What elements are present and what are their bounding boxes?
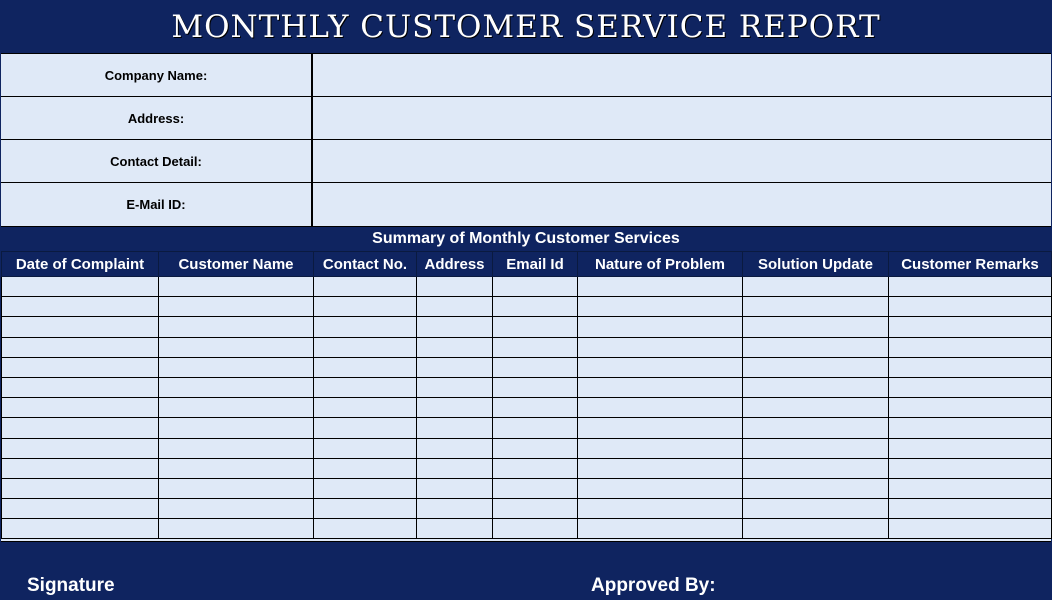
table-cell[interactable] xyxy=(314,478,417,498)
table-row xyxy=(2,398,1052,418)
table-cell[interactable] xyxy=(2,398,159,418)
table-cell[interactable] xyxy=(2,337,159,357)
table-cell[interactable] xyxy=(493,499,578,519)
table-cell[interactable] xyxy=(889,478,1052,498)
table-cell[interactable] xyxy=(578,438,743,458)
table-cell[interactable] xyxy=(314,297,417,317)
company-name-row xyxy=(1,54,1051,97)
summary-header xyxy=(1,226,1051,251)
table-cell[interactable] xyxy=(578,297,743,317)
table-cell[interactable] xyxy=(743,418,889,438)
table-cell[interactable] xyxy=(743,297,889,317)
table-cell[interactable] xyxy=(493,458,578,478)
table-row xyxy=(2,438,1052,458)
table-row xyxy=(2,519,1052,539)
table-cell[interactable] xyxy=(2,519,159,539)
table-cell[interactable] xyxy=(417,478,493,498)
table-cell[interactable] xyxy=(493,478,578,498)
table-cell[interactable] xyxy=(314,317,417,337)
table-cell[interactable] xyxy=(889,297,1052,317)
table-cell[interactable] xyxy=(159,377,314,397)
signature-label: Signature xyxy=(27,575,115,596)
table-cell[interactable] xyxy=(2,297,159,317)
table-cell[interactable] xyxy=(493,438,578,458)
table-row xyxy=(2,377,1052,397)
table-cell[interactable] xyxy=(314,418,417,438)
table-cell[interactable] xyxy=(314,519,417,539)
table-cell[interactable] xyxy=(578,499,743,519)
table-cell[interactable] xyxy=(743,458,889,478)
table-cell[interactable] xyxy=(493,418,578,438)
table-cell[interactable] xyxy=(889,357,1052,377)
table-row xyxy=(2,478,1052,498)
table-cell[interactable] xyxy=(743,398,889,418)
table-cell[interactable] xyxy=(578,377,743,397)
company-name-label: Company Name: xyxy=(1,54,313,96)
address-field[interactable] xyxy=(313,97,1051,139)
table-cell[interactable] xyxy=(2,357,159,377)
table-cell[interactable] xyxy=(417,519,493,539)
footer-bar xyxy=(1,541,1051,600)
table-cell[interactable] xyxy=(314,337,417,357)
table-cell[interactable] xyxy=(889,377,1052,397)
table-cell[interactable] xyxy=(2,438,159,458)
table-cell[interactable] xyxy=(314,357,417,377)
table-cell[interactable] xyxy=(743,438,889,458)
table-cell[interactable] xyxy=(889,317,1052,337)
table-cell[interactable] xyxy=(159,418,314,438)
table-cell[interactable] xyxy=(159,478,314,498)
column-header-date: Date of Complaint xyxy=(2,252,159,277)
table-row xyxy=(2,458,1052,478)
table-cell[interactable] xyxy=(743,519,889,539)
table-cell[interactable] xyxy=(314,377,417,397)
table-cell[interactable] xyxy=(578,478,743,498)
table-cell[interactable] xyxy=(493,337,578,357)
contact-detail-field[interactable] xyxy=(313,140,1051,182)
table-cell[interactable] xyxy=(743,337,889,357)
table-cell[interactable] xyxy=(417,337,493,357)
table-cell[interactable] xyxy=(493,377,578,397)
column-header-nature-of-problem: Nature of Problem xyxy=(578,252,743,277)
address-row xyxy=(1,97,1051,140)
table-cell[interactable] xyxy=(417,277,493,297)
table-row xyxy=(2,277,1052,297)
contact-detail-label: Contact Detail: xyxy=(1,140,313,182)
table-cell[interactable] xyxy=(417,297,493,317)
table-row xyxy=(2,337,1052,357)
table-cell[interactable] xyxy=(743,499,889,519)
table-cell[interactable] xyxy=(578,317,743,337)
table-body xyxy=(2,277,1052,539)
table-cell[interactable] xyxy=(159,458,314,478)
table-cell[interactable] xyxy=(314,458,417,478)
company-name-field[interactable] xyxy=(313,54,1051,96)
report-title: MONTHLY CUSTOMER SERVICE REPORT xyxy=(171,9,881,45)
table-cell[interactable] xyxy=(493,317,578,337)
table-row xyxy=(2,317,1052,337)
table-cell[interactable] xyxy=(889,277,1052,297)
table-cell[interactable] xyxy=(2,478,159,498)
table-row xyxy=(2,418,1052,438)
table-cell[interactable] xyxy=(159,499,314,519)
column-header-contact-no: Contact No. xyxy=(314,252,417,277)
table-cell[interactable] xyxy=(417,357,493,377)
table-cell[interactable] xyxy=(417,499,493,519)
table-cell[interactable] xyxy=(417,438,493,458)
service-table xyxy=(1,251,1052,539)
approved-by-label: Approved By: xyxy=(591,575,716,596)
table-cell[interactable] xyxy=(889,337,1052,357)
table-cell[interactable] xyxy=(493,398,578,418)
table-cell[interactable] xyxy=(493,277,578,297)
table-cell[interactable] xyxy=(159,337,314,357)
column-header-solution-update: Solution Update xyxy=(743,252,889,277)
table-cell[interactable] xyxy=(889,398,1052,418)
column-header-customer-remarks: Customer Remarks xyxy=(889,252,1052,277)
table-cell[interactable] xyxy=(2,277,159,297)
table-cell[interactable] xyxy=(578,519,743,539)
table-cell[interactable] xyxy=(578,418,743,438)
table-cell[interactable] xyxy=(2,499,159,519)
table-cell[interactable] xyxy=(493,297,578,317)
column-header-customer-name: Customer Name xyxy=(159,252,314,277)
table-cell[interactable] xyxy=(314,277,417,297)
contact-detail-row xyxy=(1,140,1051,183)
table-cell[interactable] xyxy=(159,317,314,337)
table-cell[interactable] xyxy=(493,519,578,539)
table-cell[interactable] xyxy=(314,398,417,418)
table-cell[interactable] xyxy=(578,277,743,297)
email-field[interactable] xyxy=(313,183,1051,226)
table-cell[interactable] xyxy=(889,499,1052,519)
table-cell[interactable] xyxy=(159,519,314,539)
table-cell[interactable] xyxy=(314,499,417,519)
table-cell[interactable] xyxy=(889,418,1052,438)
column-header-email: Email Id xyxy=(493,252,578,277)
table-cell[interactable] xyxy=(889,458,1052,478)
table-cell[interactable] xyxy=(743,377,889,397)
table-cell[interactable] xyxy=(493,357,578,377)
table-cell[interactable] xyxy=(578,337,743,357)
table-cell[interactable] xyxy=(159,277,314,297)
title-bar xyxy=(1,1,1051,54)
table-cell[interactable] xyxy=(578,357,743,377)
table-cell[interactable] xyxy=(417,377,493,397)
table-cell[interactable] xyxy=(314,438,417,458)
email-label: E-Mail ID: xyxy=(1,183,313,226)
table-cell[interactable] xyxy=(2,458,159,478)
table-row xyxy=(2,297,1052,317)
table-cell[interactable] xyxy=(159,398,314,418)
table-cell[interactable] xyxy=(159,297,314,317)
table-cell[interactable] xyxy=(578,458,743,478)
table-cell[interactable] xyxy=(578,398,743,418)
table-cell[interactable] xyxy=(159,438,314,458)
table-cell[interactable] xyxy=(743,277,889,297)
table-cell[interactable] xyxy=(417,458,493,478)
table-cell[interactable] xyxy=(2,418,159,438)
table-header-row xyxy=(2,252,1052,277)
table-cell[interactable] xyxy=(889,519,1052,539)
email-row xyxy=(1,183,1051,226)
table-cell[interactable] xyxy=(2,317,159,337)
table-cell[interactable] xyxy=(743,357,889,377)
table-cell[interactable] xyxy=(417,418,493,438)
table-cell[interactable] xyxy=(743,478,889,498)
table-row xyxy=(2,357,1052,377)
table-cell[interactable] xyxy=(159,357,314,377)
table-row xyxy=(2,499,1052,519)
table-cell[interactable] xyxy=(889,438,1052,458)
column-header-address: Address xyxy=(417,252,493,277)
table-cell[interactable] xyxy=(743,317,889,337)
table-cell[interactable] xyxy=(417,398,493,418)
address-label: Address: xyxy=(1,97,313,139)
summary-title: Summary of Monthly Customer Services xyxy=(372,230,680,247)
table-cell[interactable] xyxy=(417,317,493,337)
table-cell[interactable] xyxy=(2,377,159,397)
